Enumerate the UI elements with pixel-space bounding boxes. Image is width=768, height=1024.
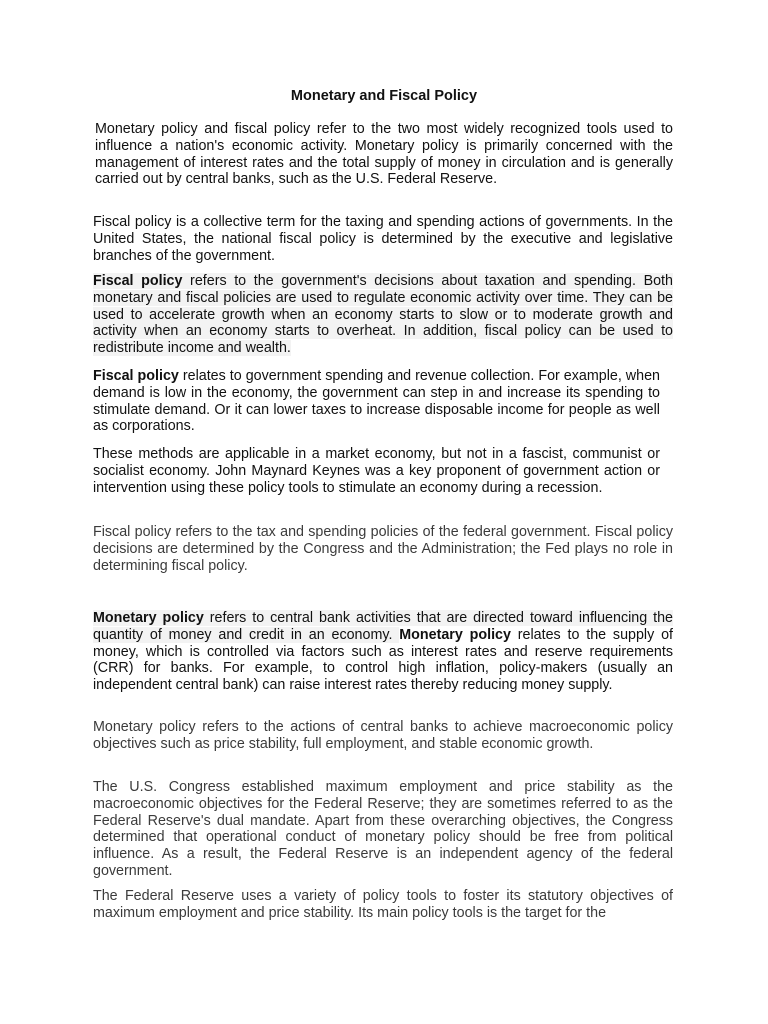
bold-term: Fiscal policy xyxy=(93,273,183,289)
page-title: Monetary and Fiscal Policy xyxy=(290,88,478,104)
paragraph-fiscal-federal: Fiscal policy refers to the tax and spending policies of the federal government. Fiscal policy decisions are determined by the Congress and the Administration; the Fed plays no role in determining fiscal policy. xyxy=(93,524,673,574)
bold-term: Monetary policy xyxy=(93,610,204,626)
paragraph-dual-mandate: The U.S. Congress established maximum employment and price stability as the macroeconomic objectives for the Federal Reserve; they are sometimes referred to as the Federal Reserve's dual mandate. Apart from these overarching objectives, the Congress determined that operational conduct of monetary policy should be free from political influence. As a result, the Federal Reserve is an independent agency of the federal government. xyxy=(93,779,673,879)
paragraph-monetary-definition xyxy=(93,610,673,694)
paragraph-monetary-objectives: Monetary policy refers to the actions of central banks to achieve macroeconomic policy objectives such as price stability, full employment, and stable economic growth. xyxy=(93,719,673,752)
paragraph-fiscal-definition: Fiscal policy is a collective term for the taxing and spending actions of governments. In the United States, the national fiscal policy is determined by the executive and legislative branches of the government. xyxy=(93,214,673,264)
bold-term: Monetary policy xyxy=(399,626,511,643)
paragraph-text: relates to government spending and revenue collection. For example, when demand is low in the economy, the government can step in and increase its spending to stimulate demand. Or it can lower taxes to increase disposable income for people as well as corporations. xyxy=(93,368,660,435)
paragraph-text: relates to the supply of money, which is controlled via factors such as interest rates and reserve requirements (CRR) for banks. For example, to control high inflation, policy-makers (usually an independent central bank) can raise interest rates thereby reducing money supply. xyxy=(93,626,673,694)
paragraph-text: refers to central bank activities that are directed toward influencing the quantity of money and credit in an economy. xyxy=(93,610,673,643)
paragraph-market-economy: These methods are applicable in a market economy, but not in a fascist, communist or socialist economy. John Maynard Keynes was a key proponent of government action or intervention using these policy tools to stimulate an economy during a recession. xyxy=(93,446,660,496)
paragraph-text: refers to the government's decisions about taxation and spending. Both monetary and fiscal policies are used to regulate economic activity over time. They can be used to accelerate growth when an economy starts to slow or to moderate growth and activity when an economy starts to overheat. In addition, fiscal policy can be used to redistribute income and wealth. xyxy=(93,273,673,357)
bold-term: Fiscal policy xyxy=(93,368,179,384)
paragraph-fiscal-decisions xyxy=(93,273,673,357)
paragraph-intro: Monetary policy and fiscal policy refer to the two most widely recognized tools used to influence a nation's economic activity. Monetary policy is primarily concerned with the management of interest rates and the total supply of money in circulation and is generally carried out by central banks, such as the U.S. Federal Reserve. xyxy=(95,121,673,188)
paragraph-policy-tools: The Federal Reserve uses a variety of policy tools to foster its statutory objectives of maximum employment and price stability. Its main policy tools is the target for the xyxy=(93,888,673,921)
paragraph-fiscal-spending xyxy=(93,368,660,435)
